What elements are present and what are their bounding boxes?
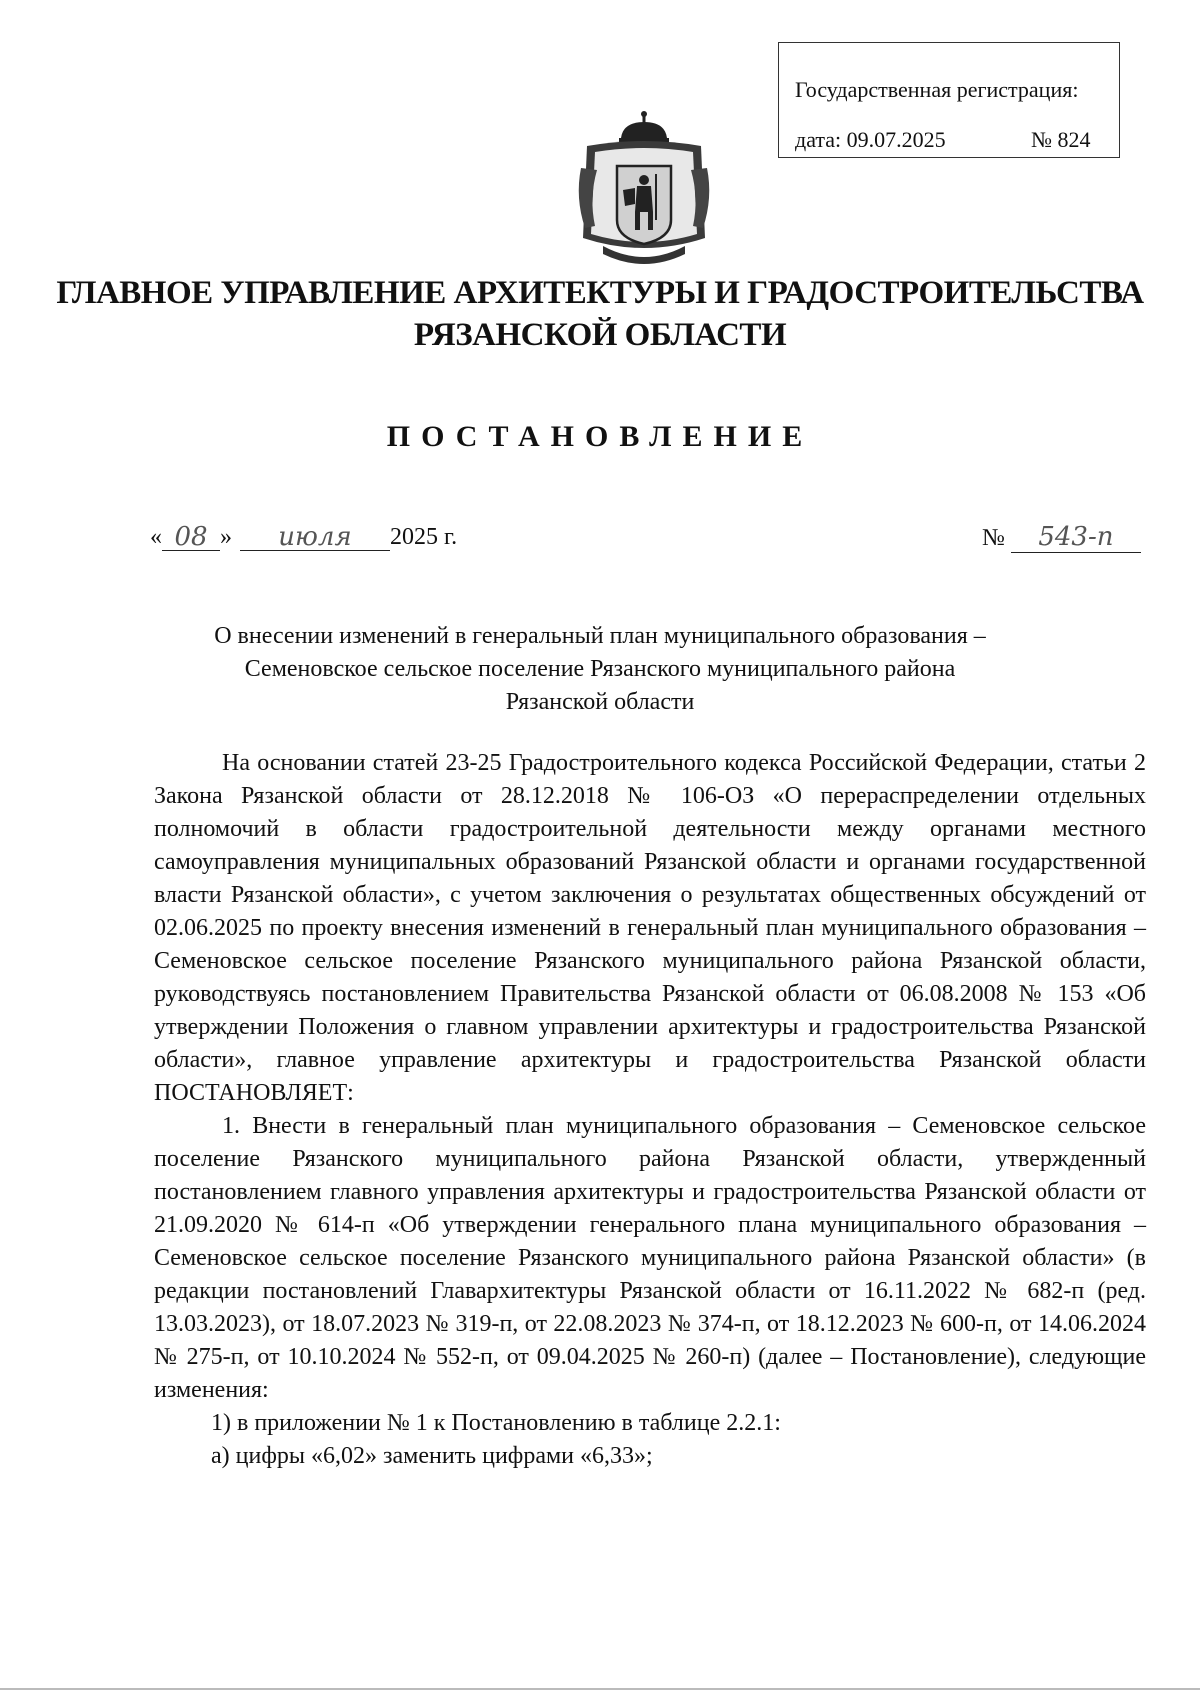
document-date: [150, 522, 457, 551]
date-close-quote: »: [220, 524, 232, 550]
agency-line-2: РЯЗАНСКОЙ ОБЛАСТИ: [413, 317, 787, 353]
agency-line-1: ГЛАВНОЕ УПРАВЛЕНИЕ АРХИТЕКТУРЫ И ГРАДОСТРОИТЕЛЬСТВА: [56, 275, 1144, 311]
agency-name: [0, 272, 1200, 356]
date-year: 2025 г.: [390, 524, 458, 550]
number-handwritten: 543-п: [1038, 522, 1114, 552]
subject-line-3: Рязанской области: [505, 689, 695, 715]
date-day-blank: [162, 522, 220, 551]
registration-date: дата: 09.07.2025: [795, 127, 946, 152]
number-prefix: №: [982, 525, 1005, 551]
subitem-1-paragraph: 1) в приложении № 1 к Постановлению в таблице 2.2.1:: [211, 1410, 781, 1436]
date-month-blank: [240, 522, 390, 551]
date-open-quote: «: [150, 524, 162, 550]
document-number: [982, 522, 1141, 553]
subject-line-2: Семеновское сельское поселение Рязанского муниципального района: [244, 656, 956, 682]
registration-stamp: [778, 42, 1120, 158]
date-month-handwritten: июля: [278, 522, 352, 552]
document-subject: [0, 620, 1200, 719]
preamble-paragraph: На основании статей 23-25 Градостроительного кодекса Российской Федерации, статьи 2 Закона Рязанской области от 28.12.2018 № 106-ОЗ «О перераспределении отдельных полномочий в области градостроительной деятельности между органами местного самоуправления муниципальных образований Рязанской области и органами государственной власти Рязанской области», с учетом заключения о результатах общественных обсуждений от 02.06.2025 по проекту внесения изменений в генеральный план муниципального образования – Семеновское сельское поселение Рязанского муниципального района Рязанской области, руководствуясь постановлением Правительства Рязанской области от 06.08.2008 № 153 «Об утверждении Положения о главном управлении архитектуры и градостроительства Рязанской области», главное управление архитектуры и градостроительства Рязанской области ПОСТАНОВЛЯЕТ:: [154, 750, 1146, 1106]
item-1-paragraph: 1. Внести в генеральный план муниципального образования – Семеновское сельское поселение Рязанского муниципального района Рязанской области, утвержденный постановлением главного управления архитектуры и градостроительства Рязанской области от 21.09.2020 № 614-п «Об утверждении генерального плана муниципального образования – Семеновское сельское поселение Рязанского муниципального района Рязанской области» (в редакции постановлений Главархитектуры Рязанской области от 16.11.2022 № 682-п (ред. 13.03.2023), от 18.07.2023 № 319-п, от 22.08.2023 № 374-п, от 18.12.2023 № 600-п, от 14.06.2024 № 275-п, от 10.10.2024 № 552-п, от 09.04.2025 № 260-п) (далее – Постановление), следующие изменения:: [154, 1113, 1146, 1403]
page-bottom-edge: [0, 1688, 1200, 1690]
document-type-heading: ПОСТАНОВЛЕНИЕ: [386, 420, 814, 453]
registration-details: [795, 115, 1119, 165]
registration-number: № 824: [1031, 127, 1091, 152]
ryazan-coat-of-arms-icon: [573, 108, 715, 268]
subitem-a-paragraph: а) цифры «6,02» заменить цифрами «6,33»;: [211, 1443, 653, 1469]
registration-title: Государственная регистрация:: [795, 77, 1079, 102]
date-day-handwritten: 08: [174, 522, 208, 552]
subject-line-1: О внесении изменений в генеральный план муниципального образования –: [214, 623, 986, 649]
number-blank: [1011, 522, 1141, 553]
document-body: [154, 747, 1146, 1473]
